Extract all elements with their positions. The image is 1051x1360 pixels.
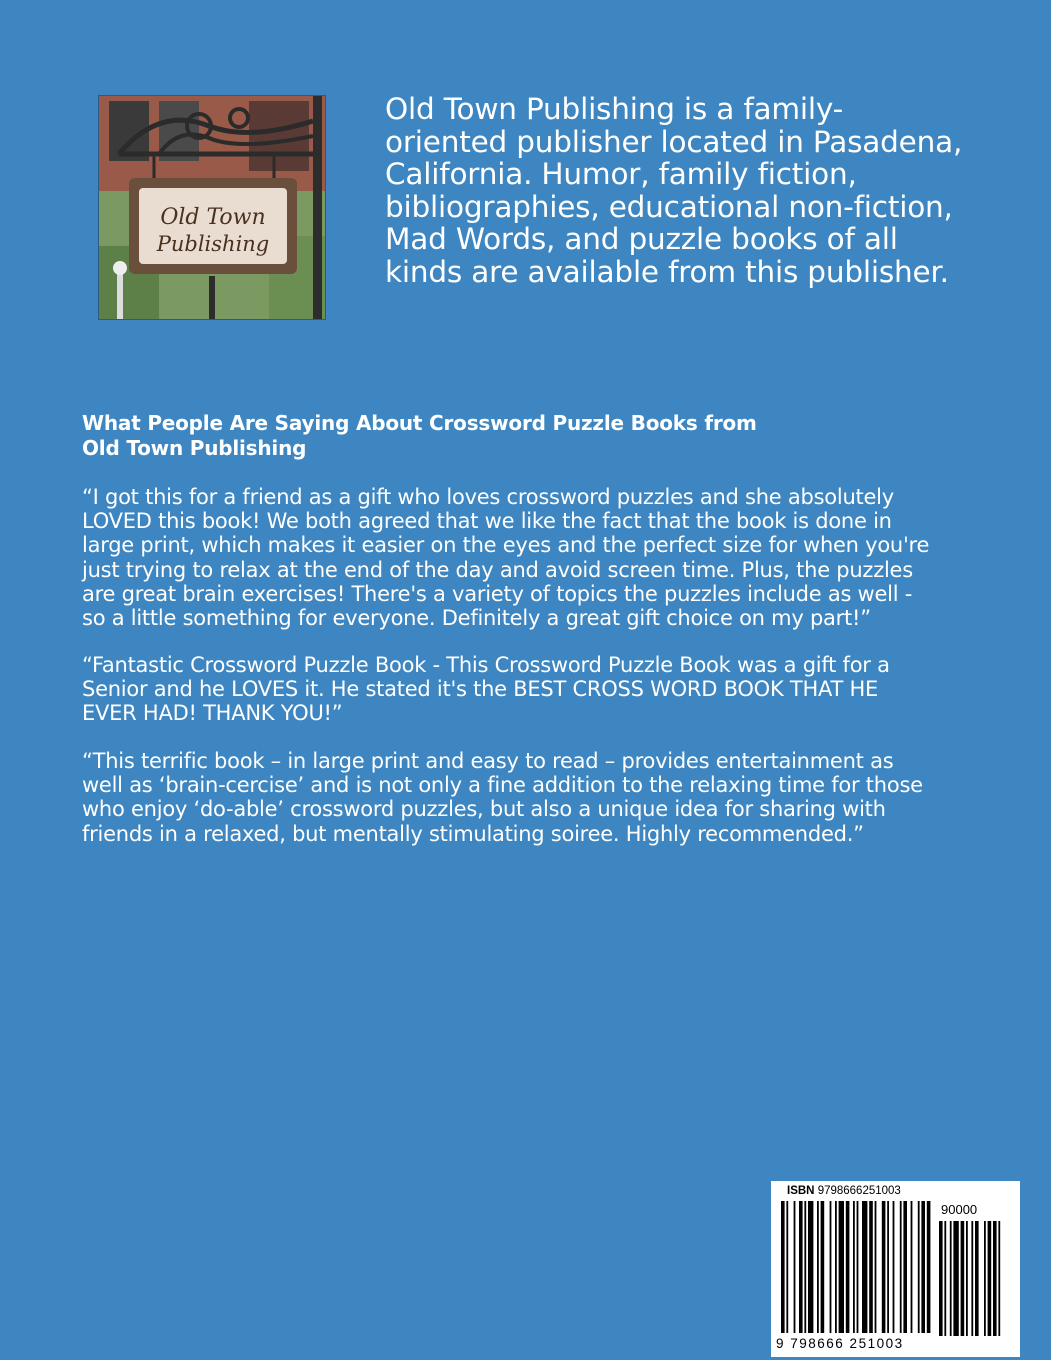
sign-text-line2: Publishing	[156, 232, 270, 256]
quote-line: so a little something for everyone. Definitely a great gift choice on my part!”	[82, 606, 871, 631]
publisher-description	[385, 93, 1005, 289]
heading-line: What People Are Saying About Crossword Puzzle Books from	[82, 411, 757, 435]
quote-line: well as ‘brain-cercise’ and is not only a fine addition to the relaxing time for those	[82, 773, 923, 798]
isbn-barcode	[771, 1181, 1020, 1357]
quote-line: friends in a relaxed, but mentally stimulating soiree. Highly recommended.”	[82, 821, 864, 846]
quote-line: who enjoy ‘do-able’ crossword puzzles, but also a unique idea for sharing with	[82, 797, 886, 822]
quote-line: EVER HAD! THANK YOU!”	[82, 701, 343, 726]
intro-line: California. Humor, family fiction,	[385, 157, 857, 192]
price-code: 90000	[941, 1202, 978, 1217]
quote-line: Senior and he LOVES it. He stated it's the BEST CROSS WORD BOOK THAT HE	[82, 677, 879, 702]
quote-line: large print, which makes it easier on the eyes and the perfect size for when you're	[82, 533, 930, 558]
quote-line: just trying to relax at the end of the day and avoid screen time. Plus, the puzzles	[82, 557, 913, 582]
intro-line: bibliographies, educational non-fiction,	[385, 189, 953, 224]
reviews-heading	[82, 411, 862, 460]
barcode-bars-icon	[781, 1201, 1011, 1336]
quote-line: “Fantastic Crossword Puzzle Book - This Crossword Puzzle Book was a gift for a	[82, 653, 890, 677]
intro-line: Old Town Publishing is a family-	[385, 92, 844, 126]
sign-text-line1: Old Town	[160, 205, 266, 230]
isbn-number: 9798666251003	[817, 1185, 901, 1197]
isbn-label: ISBN	[787, 1185, 815, 1197]
intro-line: Mad Words, and puzzle books of all	[385, 222, 898, 257]
quote-line: LOVED this book! We both agreed that we like the fact that the book is done in	[82, 509, 892, 534]
intro-line: kinds are available from this publisher.	[385, 254, 949, 289]
publisher-logo	[98, 95, 326, 320]
intro-line: oriented publisher located in Pasadena,	[385, 124, 963, 159]
review-quote-2	[82, 653, 982, 726]
quote-line: “This terrific book – in large print and easy to read – provides entertainment as	[82, 749, 894, 773]
heading-line: Old Town Publishing	[82, 435, 307, 460]
quote-line: are great brain exercises! There's a variety of topics the puzzles include as well -	[82, 581, 913, 606]
review-quote-1	[82, 485, 982, 630]
review-quote-3	[82, 749, 982, 846]
barcode-digits: 9 798666 251003	[776, 1336, 904, 1351]
isbn-text	[787, 1185, 901, 1197]
quote-line: “I got this for a friend as a gift who loves crossword puzzles and she absolutely	[82, 485, 894, 509]
